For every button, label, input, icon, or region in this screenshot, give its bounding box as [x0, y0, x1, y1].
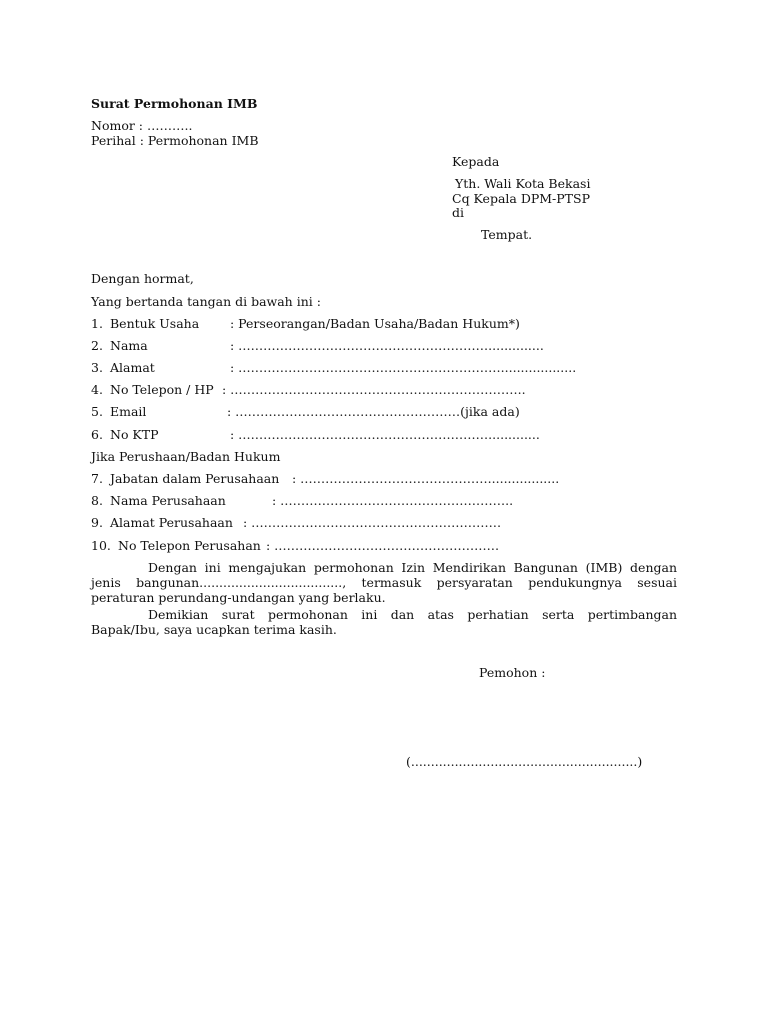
nomor-line: Nomor : ………..	[91, 118, 193, 133]
body-paragraph-2-line-1: Demikian surat permohonan ini dan atas perhatian serta pertimbangan	[148, 607, 677, 622]
item-value: : Perseorangan/Badan Usaha/Badan Hukum*)	[230, 316, 520, 331]
item-label: Nama	[110, 338, 148, 353]
recipient-line-3: di	[452, 205, 464, 220]
item-number: 6.	[91, 427, 103, 442]
item-label: Alamat Perusahaan	[110, 515, 233, 530]
item-label: No Telepon Perusahan	[118, 538, 261, 553]
item-value: : ………………………………………………	[266, 538, 500, 553]
item-label: Nama Perusahaan	[110, 493, 226, 508]
body-paragraph-1-line-3: peraturan perundang-undangan yang berlaku.	[91, 590, 386, 605]
recipient-line-1: Yth. Wali Kota Bekasi	[455, 176, 591, 191]
recipient-line-2: Cq Kepala DPM-PTSP	[452, 191, 590, 206]
item-value: : ………………………………………………(jika ada)	[227, 404, 520, 419]
recipient-kepada: Kepada	[452, 154, 500, 169]
item-value: : ………………………………………………………...................	[230, 360, 577, 375]
item-label: Jabatan dalam Perusahaan	[110, 471, 280, 486]
item-number: 4.	[91, 382, 103, 397]
pemohon-label: Pemohon :	[479, 665, 546, 680]
signature-line: (.........................................................)	[406, 754, 643, 769]
body-paragraph-2-line-2: Bapak/Ibu, saya ucapkan terima kasih.	[91, 622, 337, 637]
salutation: Dengan hormat,	[91, 271, 194, 286]
item-value: : …………………………………………………….............	[230, 427, 540, 442]
item-number: 8.	[91, 493, 103, 508]
item-value: : ……………………………………………………………..	[222, 382, 526, 397]
intro-line: Yang bertanda tangan di bawah ini :	[91, 294, 321, 309]
item-number: 7.	[91, 471, 103, 486]
item-label: Alamat	[110, 360, 155, 375]
item-number: 1.	[91, 316, 103, 331]
item-number: 9.	[91, 515, 103, 530]
item-label: No KTP	[110, 427, 159, 442]
letter-title: Surat Permohonan IMB	[91, 96, 258, 111]
item-label: Email	[110, 404, 147, 419]
item-number: 3.	[91, 360, 103, 375]
recipient-tempat: Tempat.	[481, 227, 533, 242]
item-label: No Telepon / HP	[110, 382, 214, 397]
item-number: 2.	[91, 338, 103, 353]
body-paragraph-1-line-2: jenis bangunan...................................., termasuk persyaratan pendukungnya sesuai	[91, 575, 677, 590]
item-value: : ………………………………………..................	[292, 471, 560, 486]
item-value: : ……………………………………………………..............	[230, 338, 544, 353]
perihal-line: Perihal : Permohonan IMB	[91, 133, 259, 148]
company-heading: Jika Perushaan/Badan Hukum	[91, 449, 281, 464]
item-number: 10.	[91, 538, 111, 553]
item-value: : ………………………………………………..	[272, 493, 514, 508]
item-label: Bentuk Usaha	[110, 316, 200, 331]
item-number: 5.	[91, 404, 103, 419]
item-value: : ……………………………………………………	[243, 515, 502, 530]
body-paragraph-1-line-1: Dengan ini mengajukan permohonan Izin Mendirikan Bangunan (IMB) dengan	[148, 560, 677, 575]
